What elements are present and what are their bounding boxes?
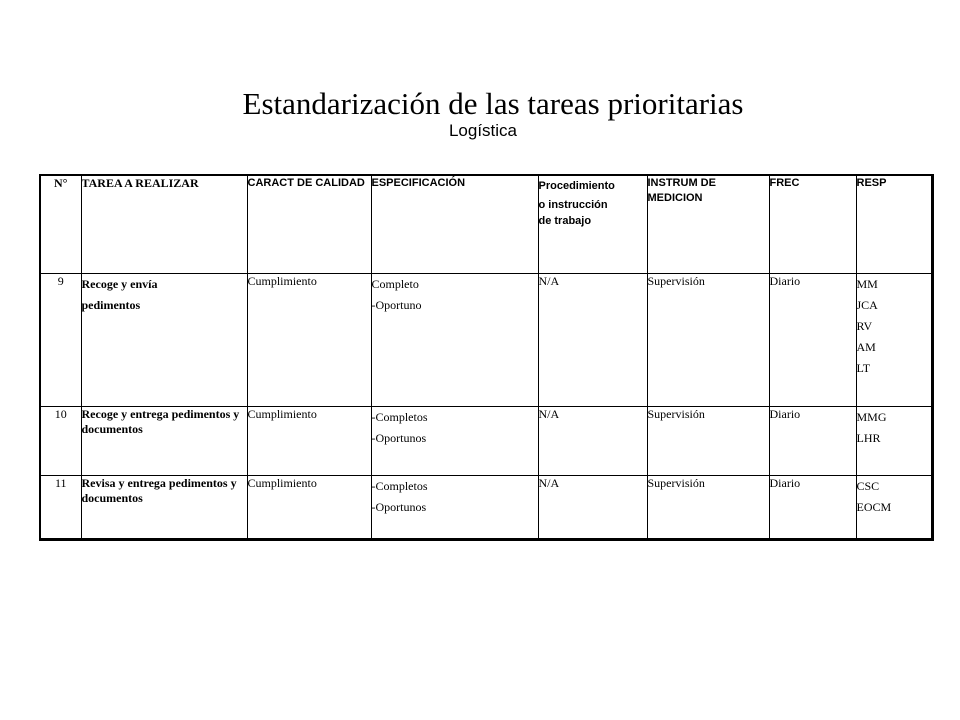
table-row [40,407,932,476]
row-task-line: Recoge y envía [81,277,158,291]
header-instrument: INSTRUM DE MEDICION [647,175,769,274]
page-title: Estandarización de las tareas prioritarias [242,86,744,121]
header-procedure-line: Procedimiento [538,180,615,192]
row-spec-line: -Oportunos [371,500,427,514]
row-task: Revisa y entrega pedimentos y documentos [81,476,247,540]
row-quality: Cumplimiento [247,274,371,407]
row-task [81,274,247,407]
row-spec-line: -Oportuno [371,298,422,312]
row-resp-line: RV [856,319,873,333]
row-quality: Cumplimiento [247,407,371,476]
row-resp-line: LHR [856,431,881,445]
row-resp [856,476,932,540]
row-freq: Diario [769,407,856,476]
row-num: 9 [40,274,81,407]
row-resp-line: EOCM [856,500,892,514]
table-row [40,274,932,407]
header-procedure-line: o instrucción [538,199,608,211]
header-resp: RESP [856,175,932,274]
header-spec: ESPECIFICACIÓN [371,175,538,274]
row-procedure: N/A [538,407,647,476]
header-procedure [538,175,647,274]
row-resp-line: CSC [856,479,880,493]
row-resp-line: JCA [856,298,878,312]
row-procedure: N/A [538,274,647,407]
page-subtitle: Logística [448,121,518,140]
row-num: 11 [40,476,81,540]
row-resp-line: MM [856,277,878,291]
row-spec [371,274,538,407]
header-num: N° [40,175,81,274]
row-spec-line: -Completos [371,410,428,424]
row-instrument: Supervisión [647,274,769,407]
row-resp-line: LT [856,361,871,375]
row-task: Recoge y entrega pedimentos y documentos [81,407,247,476]
header-task: TAREA A REALIZAR [81,175,247,274]
row-resp [856,407,932,476]
header-quality: CARACT DE CALIDAD [247,175,371,274]
row-spec-line: -Completos [371,479,428,493]
row-spec-line: Completo [371,277,419,291]
header-procedure-line: de trabajo [538,215,592,227]
row-num: 10 [40,407,81,476]
row-spec-line: -Oportunos [371,431,427,445]
row-freq: Diario [769,476,856,540]
row-resp-line: AM [856,340,876,354]
row-procedure: N/A [538,476,647,540]
row-quality: Cumplimiento [247,476,371,540]
row-spec [371,407,538,476]
table-row [40,476,932,540]
row-instrument: Supervisión [647,407,769,476]
table-header-row [40,175,932,274]
row-resp [856,274,932,407]
row-instrument: Supervisión [647,476,769,540]
row-resp-line: MMG [856,410,887,424]
row-task-line: pedimentos [81,298,141,312]
header-freq: FREC [769,175,856,274]
tasks-table [39,174,934,541]
row-spec [371,476,538,540]
row-freq: Diario [769,274,856,407]
